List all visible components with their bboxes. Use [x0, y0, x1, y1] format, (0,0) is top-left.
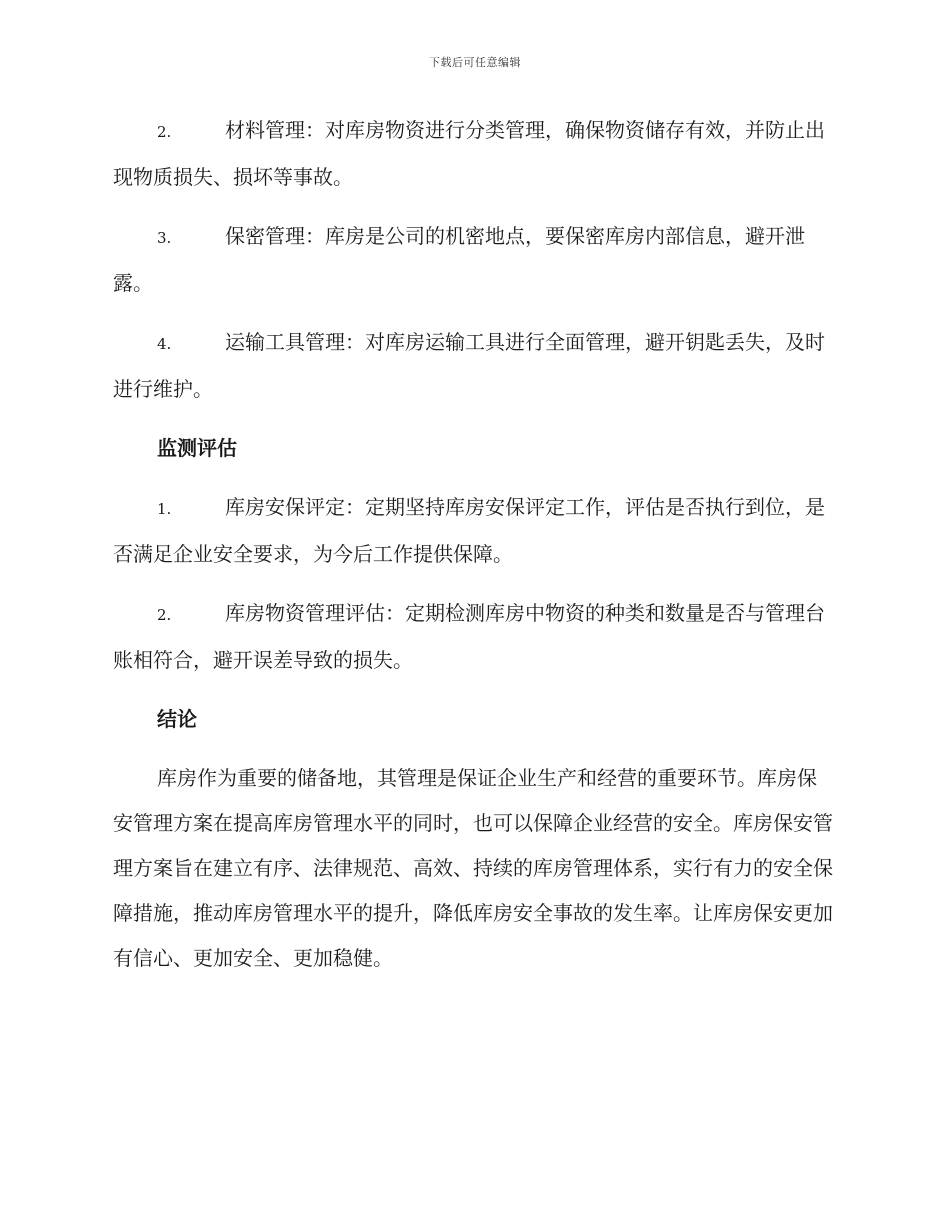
list-number: 1. — [157, 500, 172, 518]
list-item-material — [113, 108, 835, 200]
section-heading-monitoring: 监测评估 — [157, 436, 237, 460]
list-item-text: 库房安保评定：定期坚持库房安保评定工作，评估是否执行到位，是否满足企业安全要求，为今后工作提供保障。 — [113, 495, 825, 566]
list-item-text: 材料管理：对库房物资进行分类管理，确保物资储存有效，并防止出现物质损失、损坏等事故。 — [113, 118, 825, 189]
page-header: 下载后可任意编辑 — [429, 56, 521, 69]
document-body — [113, 108, 835, 981]
list-number: 2. — [157, 606, 172, 624]
list-number: 2. — [157, 123, 172, 141]
list-item-text: 库房物资管理评估：定期检测库房中物资的种类和数量是否与管理台账相符合，避开误差导致的损失。 — [113, 601, 825, 672]
section-heading-conclusion: 结论 — [157, 707, 197, 731]
list-item-confidentiality — [113, 214, 835, 306]
conclusion-paragraph: 库房作为重要的储备地，其管理是保证企业生产和经营的重要环节。库房保安管理方案在提高库房管理水平的同时，也可以保障企业经营的安全。库房保安管理方案旨在建立有序、法律规范、高效、持续的库房管理体系，实行有力的安全保障措施，推动库房管理水平的提升，降低库房安全事故的发生率。让库房保安更加有信心、更加安全、更加稳健。 — [113, 766, 833, 970]
list-item-text: 运输工具管理：对库房运输工具进行全面管理，避开钥匙丢失，及时进行维护。 — [113, 330, 825, 401]
list-item-text: 保密管理：库房是公司的机密地点，要保密库房内部信息，避开泄露。 — [113, 224, 805, 295]
list-number: 4. — [157, 335, 172, 353]
list-number: 3. — [157, 229, 172, 247]
list-item-transport — [113, 320, 835, 412]
list-item-inventory-assessment — [113, 591, 835, 683]
list-item-security-assessment — [113, 485, 835, 577]
